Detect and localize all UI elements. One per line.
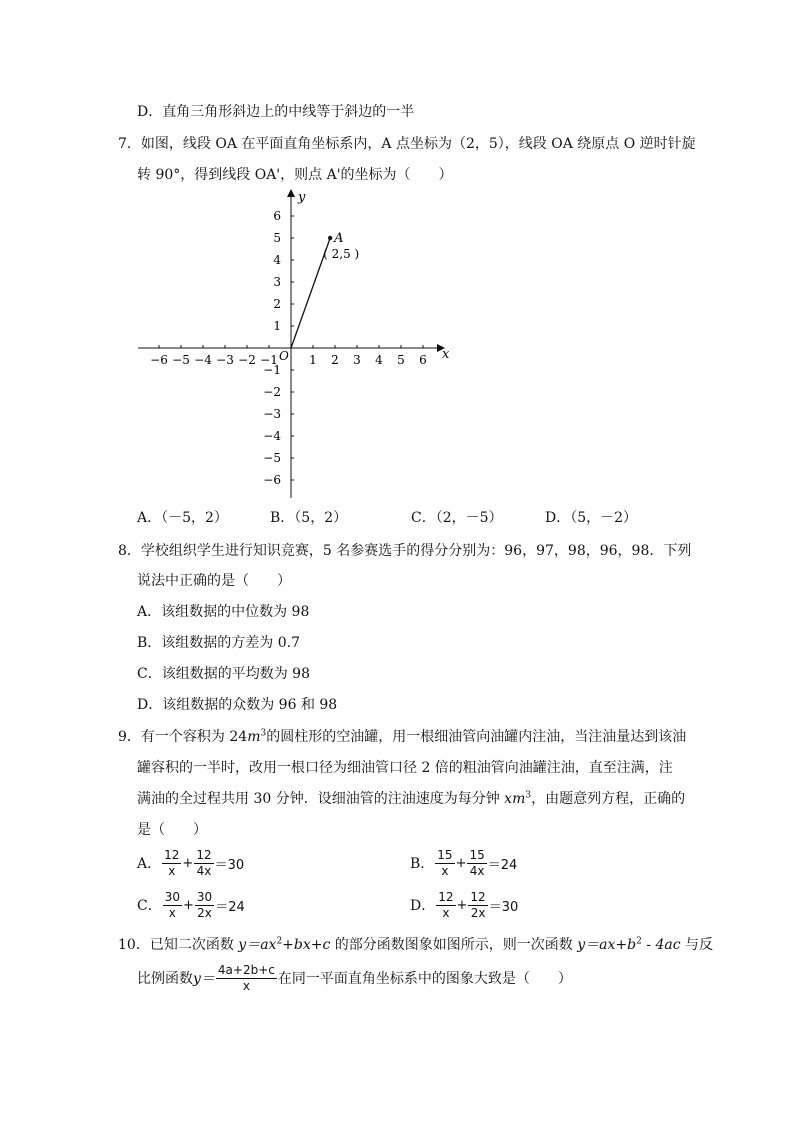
plus-sign: + [183, 897, 194, 913]
denominator: 4x [196, 863, 212, 878]
q8-option-d: D．该组数据的众数为 96 和 98 [137, 697, 338, 713]
q10-fraction [216, 963, 277, 994]
q7-option-b: B．（5，2） [270, 510, 348, 526]
x-tick-label: 5 [397, 353, 405, 367]
q9-exp-1: 3 [260, 728, 267, 739]
x-tick-label: −5 [172, 353, 190, 367]
numerator: 12 [470, 889, 486, 904]
x-tick-label: −3 [216, 353, 234, 367]
denominator: x [242, 978, 250, 993]
x-tick-label: −2 [238, 353, 256, 367]
q6-option-d: D．直角三角形斜边上的中线等于斜边的一半 [137, 104, 415, 120]
q10-text-2b: 在同一平面直角坐标系中的图象大致是（ ） [277, 971, 572, 987]
denominator: x [168, 863, 176, 878]
q10-y-eq: y＝ [193, 971, 215, 987]
y-tick-label: −4 [263, 429, 281, 443]
x-tick-label: −4 [194, 353, 212, 367]
q9-exp-3: 3 [525, 790, 532, 801]
option-label: A． [137, 856, 162, 872]
q10-text-1b: 的部分函数图象如图所示，则一次函数 [330, 937, 578, 953]
option-label: B． [410, 856, 435, 872]
q8-stem-line2: 说法中正确的是（ ） [137, 573, 291, 589]
numerator: 4a+2b+c [217, 962, 275, 977]
q7-option-c: C．（2，－5） [411, 510, 503, 526]
x-tick-label: 4 [375, 353, 383, 367]
q10-formula-2: +bx+c [282, 937, 331, 953]
fraction [467, 848, 486, 879]
q10-formula-4: - 4ac [641, 937, 681, 953]
q9-unit-m: m [247, 729, 261, 745]
denominator: x [441, 863, 449, 878]
q9-stem-line4: 是（ ） [137, 822, 207, 838]
q7-stem-line1 [118, 134, 696, 154]
q10-number: 10． [118, 937, 150, 953]
q8-option-c: C．该组数据的平均数为 98 [137, 666, 310, 682]
q7-text-1: 如图，线段 OA 在平面直角坐标系内，A 点坐标为（2，5），线段 OA 绕原点 O 逆时针旋 [140, 136, 696, 152]
option-label: C． [137, 898, 162, 914]
denominator: 2x [470, 905, 486, 920]
numerator: 12 [164, 847, 180, 862]
origin-label: O [279, 349, 289, 363]
numerator: 15 [437, 847, 453, 862]
fraction [162, 848, 181, 879]
y-tick-label: 2 [273, 297, 281, 311]
q10-text-1a: 已知二次函数 [149, 937, 239, 953]
q8-option-b: B．该组数据的方差为 0.7 [137, 635, 301, 651]
x-tick-label: −6 [150, 353, 168, 367]
q10-exp-1: 2 [276, 936, 283, 947]
denominator: x [168, 905, 176, 920]
q7-option-a: A．（－5，2） [137, 510, 228, 526]
numerator: 15 [469, 847, 485, 862]
y-tick-label: −1 [263, 363, 281, 377]
rhs: ＝30 [214, 857, 245, 873]
y-tick-label: −2 [263, 385, 281, 399]
q8-option-a: A．该组数据的中位数为 98 [137, 604, 310, 620]
x-axis-label: x [442, 347, 450, 362]
q8-text-1: 学校组织学生进行知识竞赛，5 名参赛选手的得分分别为：96，97，98，96，98．下列 [140, 543, 692, 559]
q10-stem-line1 [118, 935, 713, 955]
x-tick-label: 2 [331, 353, 339, 367]
x-tick-label: −1 [260, 353, 278, 367]
numerator: 12 [438, 889, 454, 904]
q10-text-1c: 与反 [680, 937, 714, 953]
q10-stem-line2 [137, 960, 572, 996]
y-tick-label: −3 [263, 407, 281, 421]
q9-option-d [410, 887, 518, 923]
rhs: ＝30 [488, 899, 519, 915]
q9-stem-line3 [137, 789, 685, 809]
q10-formula-3: y＝ax+b [577, 937, 637, 953]
q9-option-b [410, 845, 517, 881]
fraction [163, 890, 182, 921]
q9-text-1a: 有一个容积为 24 [140, 729, 248, 745]
q8-stem-line1 [118, 541, 691, 561]
y-tick-label: 3 [273, 275, 281, 289]
y-tick-label: 5 [273, 231, 281, 245]
option-label: D． [410, 898, 436, 914]
q10-exp-2: 2 [636, 936, 642, 947]
numerator: 30 [164, 889, 180, 904]
fraction [468, 890, 487, 921]
denominator: x [442, 905, 450, 920]
q9-text-3b: ，由题意列方程，正确的 [531, 791, 686, 807]
rhs: ＝24 [215, 899, 245, 915]
denominator: 4x [469, 863, 485, 878]
q7-number: 7． [118, 136, 141, 152]
y-tick-label: 1 [273, 319, 281, 333]
denominator: 2x [197, 905, 212, 920]
y-tick-label: 4 [273, 253, 281, 267]
y-tick-label: −6 [263, 473, 281, 487]
q8-number: 8． [118, 543, 141, 559]
q9-option-c [137, 887, 245, 923]
fraction [435, 848, 454, 879]
y-tick-label: −5 [263, 451, 281, 465]
fraction [195, 890, 214, 921]
q9-text-3a: 满油的全过程共用 30 分钟．设细油管的注油速度为每分钟 [137, 791, 505, 807]
plus-sign: + [455, 855, 467, 871]
x-tick-label: 6 [419, 353, 427, 367]
point-a [328, 236, 332, 240]
rhs: ＝24 [487, 857, 518, 873]
q9-var-xm: xm [504, 791, 526, 807]
x-tick-label: 1 [309, 353, 317, 367]
plus-sign: + [182, 855, 194, 871]
q10-formula-1: y＝ax [238, 937, 277, 953]
point-a-label: A [334, 231, 344, 246]
numerator: 12 [196, 847, 212, 862]
q7-option-d: D．（5，－2） [545, 510, 638, 526]
numerator: 30 [196, 889, 213, 904]
y-tick-label: 6 [273, 209, 281, 223]
q7-stem-line2: 转 90°，得到线段 OA'，则点 A'的坐标为（ ） [137, 167, 453, 183]
x-tick-label: 3 [353, 353, 361, 367]
fraction [436, 890, 455, 921]
plus-sign: + [456, 897, 468, 913]
point-a-coordinate: ( 2,5 ) [323, 247, 360, 261]
q7-coordinate-graph [133, 186, 463, 506]
q9-text-1b: 的圆柱形的空油罐，用一根细油管向油罐内注油，当注油量达到该油 [266, 729, 687, 745]
q10-text-2a: 比例函数 [137, 971, 193, 987]
q9-stem-line1 [118, 727, 686, 747]
q9-number: 9． [118, 729, 141, 745]
y-axis-label: y [298, 190, 306, 205]
q9-stem-line2: 罐容积的一半时，改用一根口径为细油管口径 2 倍的粗油管向油罐注油，直至注满，注 [137, 760, 673, 776]
fraction [194, 848, 213, 879]
q9-option-a [137, 845, 244, 881]
